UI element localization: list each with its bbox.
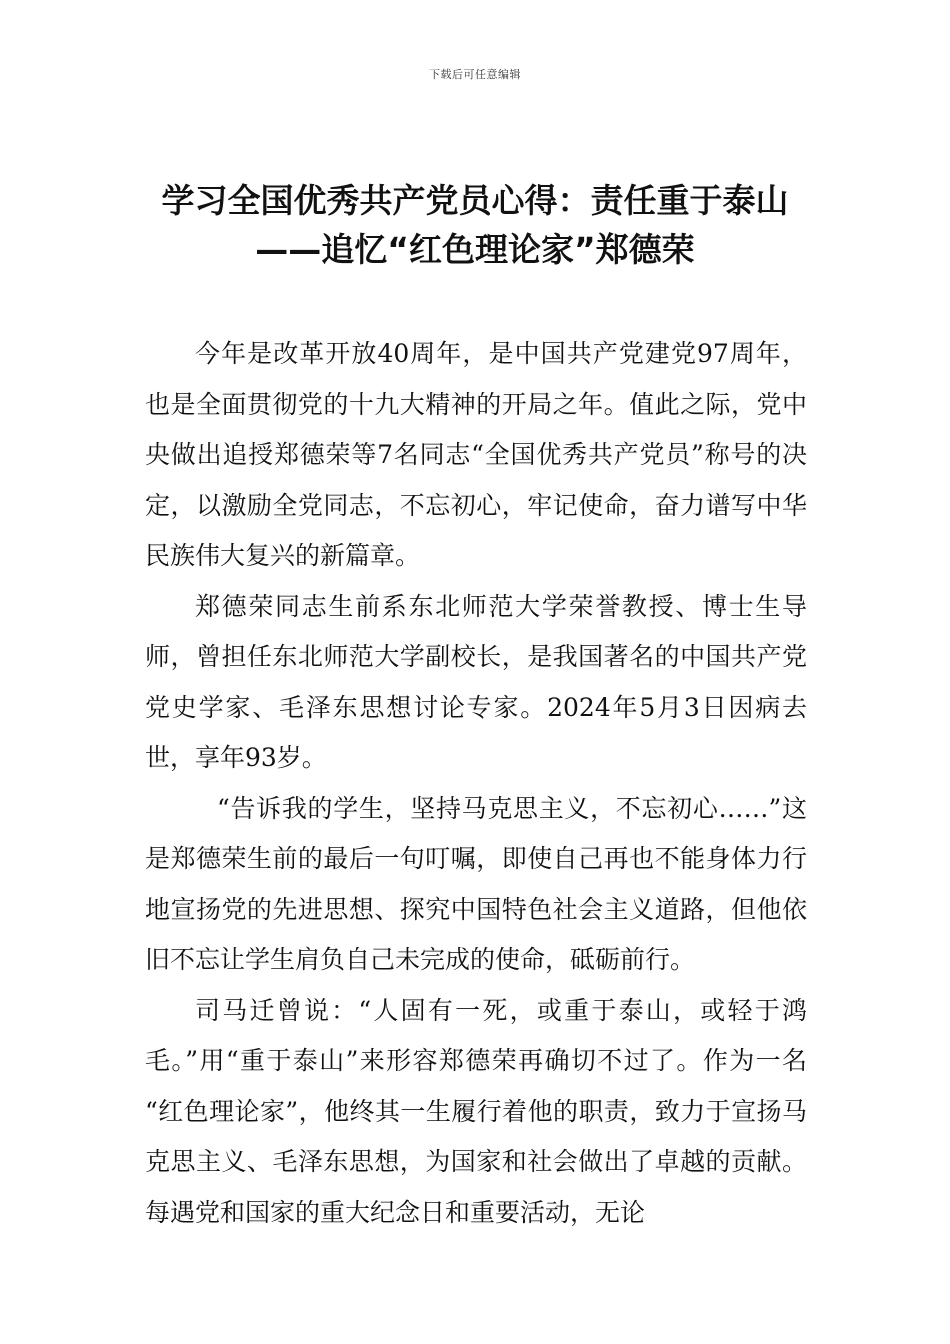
- paragraph-last-words: “告诉我的学生，坚持马克思主义，不忘初心……”这是郑德荣生前的最后一句叮嘱，即使自己再也不能身体力行地宣扬党的先进思想、探究中国特色社会主义道路，但他依旧不忘让学生肩负自己未完成的使命，砥砺前行。: [145, 793, 807, 974]
- page-header-note: 下载后可任意编辑: [429, 68, 521, 81]
- document-title: 学习全国优秀共产党员心得：责任重于泰山——追忆“红色理论家”郑德荣: [161, 181, 789, 269]
- document-body: [145, 329, 807, 1238]
- paragraph-biography: 郑德荣同志生前系东北师范大学荣誉教授、博士生导师，曾担任东北师范大学副校长，是我国著名的中国共产党党史学家、毛泽东思想讨论专家。2024年5月3日因病去世，享年93岁。: [145, 591, 807, 772]
- paragraph-intro: 今年是改革开放40周年，是中国共产党建党97周年，也是全面贯彻党的十九大精神的开局之年。值此之际，党中央做出追授郑德荣等7名同志“全国优秀共产党员”称号的决定，以激励全党同志，不忘初心，牢记使命，奋力谱写中华民族伟大复兴的新篇章。: [145, 339, 807, 570]
- paragraph-sima-qian: 司马迁曾说：“人固有一死，或重于泰山，或轻于鸿毛。”用“重于泰山”来形容郑德荣再确切不过了。作为一名 “红色理论家”，他终其一生履行着他的职责，致力于宣扬马克思主义、毛泽东思想，为国家和社会做出了卓越的贡献。每遇党和国家的重大纪念日和重要活动，无论: [145, 995, 807, 1227]
